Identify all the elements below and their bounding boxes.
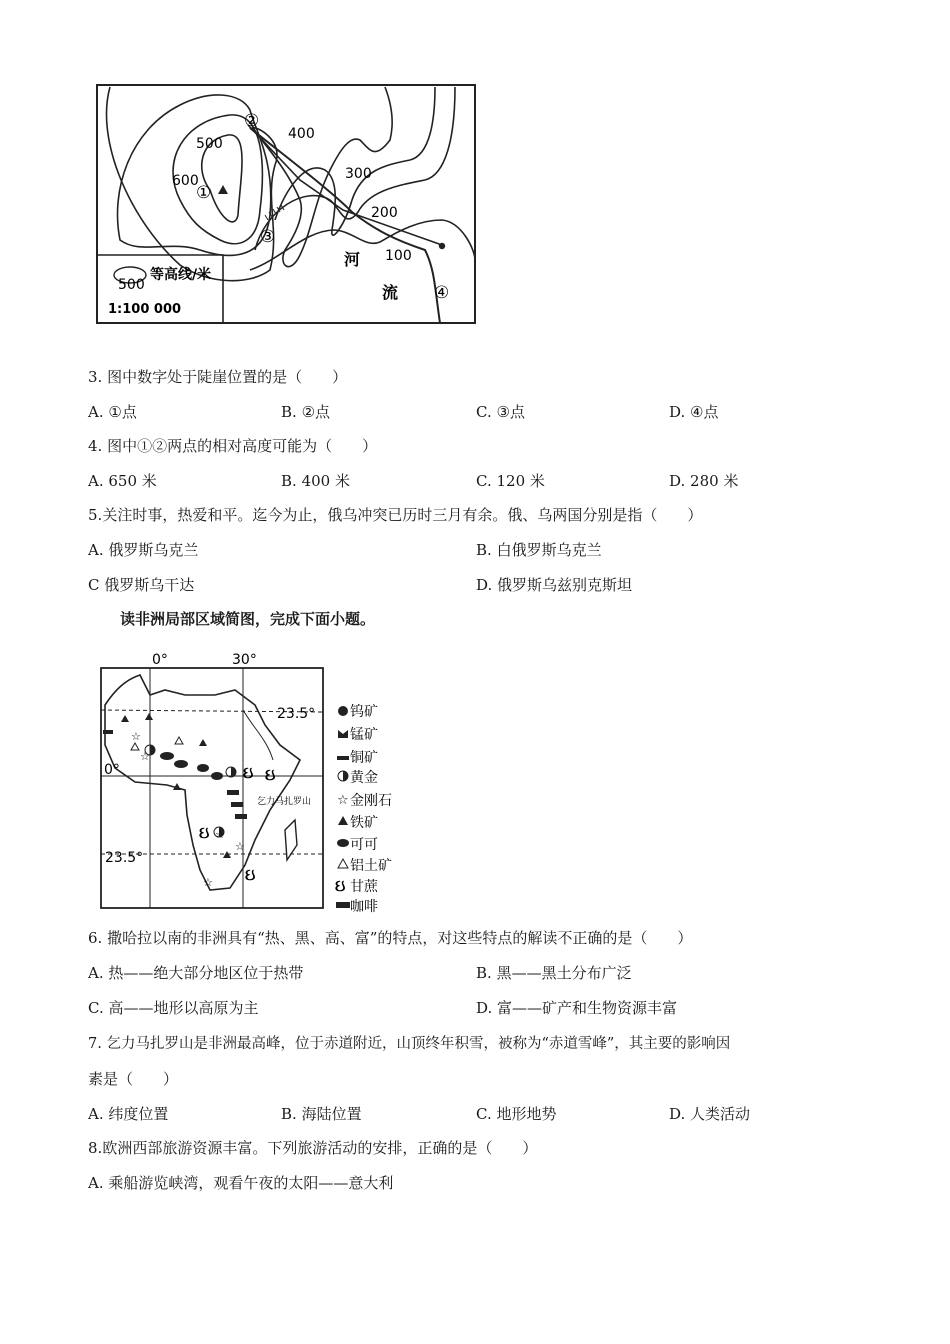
legend-contour-value: 500 (118, 277, 145, 293)
option-text: 400 米 (301, 472, 350, 490)
kilimanjaro-label: 乞力马扎罗山 (257, 797, 312, 807)
option-letter: C. (88, 999, 104, 1017)
option-text: 人类活动 (690, 1105, 751, 1123)
option-letter: C. (476, 472, 492, 490)
q4-option-b[interactable] (281, 470, 350, 491)
contour-label-400: 400 (288, 126, 315, 142)
q6-option-c[interactable] (88, 997, 259, 1018)
option-text: 白俄罗斯乌克兰 (496, 541, 602, 559)
option-letter: D. (669, 403, 686, 421)
option-text: 乘船游览峡湾，观看午夜的太阳——意大利 (108, 1174, 394, 1192)
contour-map (90, 80, 482, 332)
option-text: 120 米 (496, 472, 545, 490)
svg-text:☆: ☆ (337, 793, 349, 808)
option-letter: D. (669, 472, 686, 490)
svg-text:ઇ: ઇ (245, 865, 256, 884)
q7-option-c[interactable] (476, 1103, 557, 1124)
q5-option-d[interactable] (476, 574, 632, 595)
option-text: 高——地形以高原为主 (108, 999, 259, 1017)
option-letter: B. (281, 472, 297, 490)
option-text: 地形地势 (496, 1105, 557, 1123)
q3-option-a[interactable] (88, 401, 137, 422)
question-5 (88, 504, 702, 525)
contour-label-600: 600 (172, 173, 199, 189)
q8-option-a[interactable] (88, 1172, 393, 1193)
question-6-stem: 撒哈拉以南的非洲具有“热、黑、高、富”的特点，对这些特点的解读不正确的是（ ） (107, 929, 693, 947)
svg-text:☆: ☆ (235, 840, 245, 853)
legend-diamond: 金刚石 (350, 793, 392, 809)
q3-option-d[interactable] (669, 401, 719, 422)
map-legend (335, 704, 392, 915)
option-letter: A. (88, 472, 104, 490)
option-letter: C (88, 576, 100, 594)
question-8-stem: 欧洲西部旅游资源丰富。下列旅游活动的安排，正确的是（ ） (102, 1139, 538, 1157)
contour-label-300: 300 (345, 166, 372, 182)
option-letter: B. (281, 1105, 297, 1123)
point-4-label: ④ (434, 283, 450, 303)
option-letter: B. (476, 541, 492, 559)
option-letter: C. (476, 1105, 492, 1123)
contour-label-500: 500 (196, 136, 223, 152)
legend-coffee: 咖啡 (350, 899, 378, 915)
question-6-number: 6. (88, 929, 103, 947)
lon-label-0: 0° (152, 652, 168, 668)
option-letter: A. (88, 1105, 104, 1123)
africa-intro: 读非洲局部区域简图，完成下面小题。 (120, 610, 376, 628)
lat-label-south: 23.5° (105, 850, 144, 866)
option-text: 俄罗斯乌克兰 (108, 541, 199, 559)
contour-label-100: 100 (385, 248, 412, 264)
option-text: 海陆位置 (301, 1105, 362, 1123)
option-text: ④点 (690, 403, 719, 421)
point-3-label: ③ (260, 227, 276, 247)
option-letter: A. (88, 541, 104, 559)
legend-manganese: 锰矿 (350, 727, 378, 743)
svg-text:☆: ☆ (215, 828, 225, 841)
option-text: ②点 (301, 403, 331, 421)
legend-bauxite: 铝土矿 (350, 858, 392, 874)
option-text: 俄罗斯乌干达 (104, 576, 195, 594)
q5-option-a[interactable] (88, 539, 198, 560)
river-label-liu: 流 (382, 283, 399, 302)
option-text: ①点 (108, 403, 137, 421)
question-6 (88, 927, 692, 948)
q5-option-c[interactable] (88, 574, 194, 595)
africa-map (95, 650, 415, 915)
question-3-stem: 图中数字处于陡崖位置的是（ ） (107, 368, 348, 386)
q4-option-d[interactable] (669, 470, 738, 491)
option-text: ③点 (496, 403, 525, 421)
question-8 (88, 1137, 537, 1158)
option-text: 热——绝大部分地区位于热带 (108, 964, 304, 982)
question-7 (88, 1032, 730, 1053)
option-text: 280 米 (690, 472, 739, 490)
q3-option-c[interactable] (476, 401, 525, 422)
option-letter: A. (88, 1174, 104, 1192)
question-3 (88, 366, 347, 387)
question-5-stem: 关注时事，热爱和平。迄今为止，俄乌冲突已历时三月有余。俄、乌两国分别是指（ ） (102, 506, 703, 524)
option-letter: D. (476, 576, 493, 594)
legend-tungsten: 钨矿 (350, 704, 378, 720)
lon-label-30: 30° (232, 652, 257, 668)
option-letter: A. (88, 964, 104, 982)
q5-option-b[interactable] (476, 539, 602, 560)
q7-option-a[interactable] (88, 1103, 168, 1124)
option-letter: D. (669, 1105, 686, 1123)
q4-option-c[interactable] (476, 470, 545, 491)
option-letter: D. (476, 999, 493, 1017)
option-text: 650 米 (108, 472, 157, 490)
question-7-number: 7. (88, 1036, 102, 1052)
q4-option-a[interactable] (88, 470, 157, 491)
lat-label-north: 23.5° (277, 706, 316, 722)
option-letter: A. (88, 403, 104, 421)
svg-text:ઇ: ઇ (265, 765, 276, 784)
svg-text:ઇ: ઇ (243, 763, 254, 782)
legend-iron: 铁矿 (350, 815, 378, 831)
q7-option-d[interactable] (669, 1103, 750, 1124)
question-7-continued: 素是（ ） (88, 1070, 179, 1088)
point-2-label: ② (244, 111, 260, 131)
question-8-number: 8. (88, 1139, 103, 1157)
question-5-number: 5. (88, 506, 103, 524)
river-label-he: 河 (344, 250, 361, 269)
legend-contour-text: 等高线/米 (150, 267, 212, 283)
question-7-stem: 乞力马扎罗山是非洲最高峰，位于赤道附近，山顶终年积雪，被称为“赤道雪峰”，其主要的影响因 (106, 1036, 731, 1052)
q6-option-d[interactable] (476, 997, 677, 1018)
legend-sugarcane: 甘蔗 (350, 879, 378, 895)
contour-label-200: 200 (371, 205, 398, 221)
option-text: 俄罗斯乌兹别克斯坦 (497, 576, 633, 594)
q6-option-a[interactable] (88, 962, 303, 983)
map-scale: 1:100 000 (108, 302, 182, 317)
legend-cocoa: 可可 (350, 837, 378, 853)
svg-text:☆: ☆ (131, 730, 141, 743)
q7-option-b[interactable] (281, 1103, 362, 1124)
legend-copper: 铜矿 (350, 750, 378, 766)
option-text: 黑——黑土分布广泛 (496, 964, 632, 982)
q3-option-b[interactable] (281, 401, 330, 422)
q6-option-b[interactable] (476, 962, 632, 983)
lat-label-equator: 0° (104, 762, 120, 778)
svg-text:ઇ: ઇ (199, 823, 210, 842)
svg-text:☆: ☆ (140, 750, 150, 763)
option-text: 纬度位置 (108, 1105, 169, 1123)
svg-text:ઇ: ઇ (335, 876, 346, 895)
question-4 (88, 435, 377, 456)
svg-text:☆: ☆ (203, 876, 213, 889)
question-4-stem: 图中①②两点的相对高度可能为（ ） (107, 437, 378, 455)
point-1-label: ① (196, 183, 212, 203)
option-letter: C. (476, 403, 492, 421)
legend-gold: 黄金 (350, 770, 378, 786)
question-3-number: 3. (88, 368, 103, 386)
option-letter: B. (476, 964, 492, 982)
option-text: 富——矿产和生物资源丰富 (497, 999, 678, 1017)
option-letter: B. (281, 403, 297, 421)
question-4-number: 4. (88, 437, 103, 455)
